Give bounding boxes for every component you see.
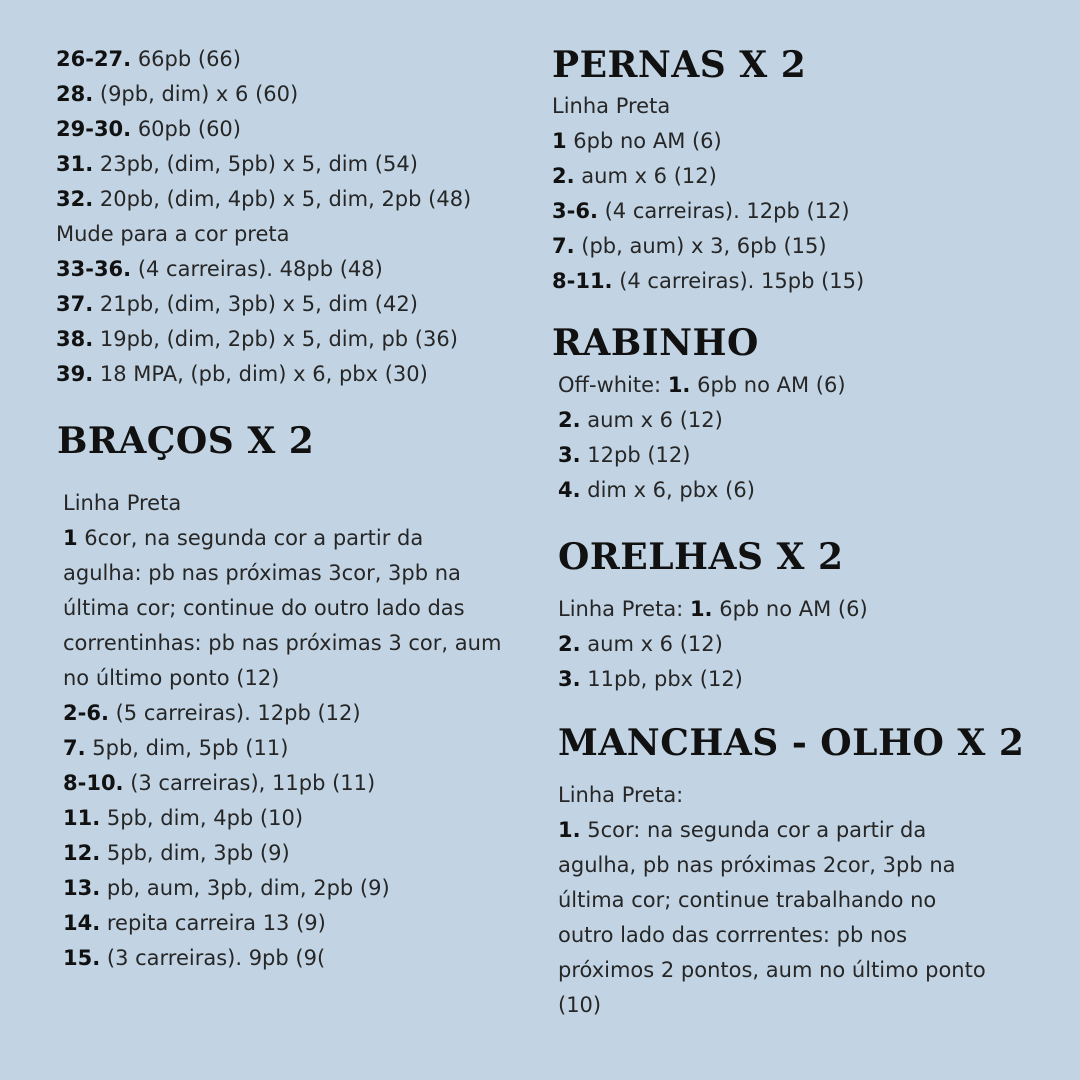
instruction-row: 31. 23pb, (dim, 5pb) x 5, dim (54) bbox=[56, 152, 418, 176]
instruction-row: 3. 11pb, pbx (12) bbox=[558, 667, 743, 691]
instruction-row: 1 6pb no AM (6) bbox=[552, 129, 722, 153]
instruction-row: 33-36. (4 carreiras). 48pb (48) bbox=[56, 257, 383, 281]
instruction-row: 7. (pb, aum) x 3, 6pb (15) bbox=[552, 234, 827, 258]
instruction-row: 2. aum x 6 (12) bbox=[558, 408, 723, 432]
instruction-row: 3-6. (4 carreiras). 12pb (12) bbox=[552, 199, 850, 223]
instruction-row: 4. dim x 6, pbx (6) bbox=[558, 478, 755, 502]
instruction-row: 14. repita carreira 13 (9) bbox=[63, 911, 326, 935]
instruction-row: 26-27. 66pb (66) bbox=[56, 47, 241, 71]
instruction-row: 3. 12pb (12) bbox=[558, 443, 691, 467]
instruction-row: 37. 21pb, (dim, 3pb) x 5, dim (42) bbox=[56, 292, 418, 316]
pernas-heading: PERNAS X 2 bbox=[552, 44, 807, 86]
instruction-row: 29-30. 60pb (60) bbox=[56, 117, 241, 141]
manchas-heading: MANCHAS - OLHO X 2 bbox=[558, 722, 1025, 764]
bracos-heading: BRAÇOS X 2 bbox=[57, 420, 315, 462]
instruction-row: 32. 20pb, (dim, 4pb) x 5, dim, 2pb (48) bbox=[56, 187, 472, 211]
instruction-row: 39. 18 MPA, (pb, dim) x 6, pbx (30) bbox=[56, 362, 428, 386]
instruction-row: 38. 19pb, (dim, 2pb) x 5, dim, pb (36) bbox=[56, 327, 458, 351]
instruction-row: 15. (3 carreiras). 9pb (9( bbox=[63, 946, 326, 970]
instruction-row: 13. pb, aum, 3pb, dim, 2pb (9) bbox=[63, 876, 390, 900]
instruction-row: 2. aum x 6 (12) bbox=[558, 632, 723, 656]
manchas-step-1: 1. 5cor: na segunda cor a partir da agulha, pb nas próximas 2cor, 3pb na última cor; continue trabalhando no outro lado das corrrentes: pb nos próximos 2 pontos, aum no último ponto (10) bbox=[558, 818, 986, 1017]
instruction-row: 11. 5pb, dim, 4pb (10) bbox=[63, 806, 304, 830]
manchas-intro: Linha Preta: bbox=[558, 783, 684, 807]
instruction-row: 8-10. (3 carreiras), 11pb (11) bbox=[63, 771, 376, 795]
instruction-row: Off-white: 1. 6pb no AM (6) bbox=[558, 373, 846, 397]
instruction-row: 12. 5pb, dim, 3pb (9) bbox=[63, 841, 290, 865]
instruction-row: 28. (9pb, dim) x 6 (60) bbox=[56, 82, 299, 106]
instruction-row: 2-6. (5 carreiras). 12pb (12) bbox=[63, 701, 361, 725]
rabinho-heading: RABINHO bbox=[552, 322, 759, 364]
instruction-row: 8-11. (4 carreiras). 15pb (15) bbox=[552, 269, 865, 293]
instruction-row: 2. aum x 6 (12) bbox=[552, 164, 717, 188]
bracos-step-1: 1 6cor, na segunda cor a partir da agulha: pb nas próximas 3cor, 3pb na última cor; continue do outro lado das correntinhas: pb nas próximas 3 cor, aum no último ponto (12) bbox=[63, 526, 502, 690]
bracos-intro: Linha Preta bbox=[63, 491, 182, 515]
instruction-row: 7. 5pb, dim, 5pb (11) bbox=[63, 736, 289, 760]
orelhas-heading: ORELHAS X 2 bbox=[558, 536, 844, 578]
pernas-intro: Linha Preta bbox=[552, 94, 671, 118]
instruction-note: Mude para a cor preta bbox=[56, 222, 290, 246]
instruction-row: Linha Preta: 1. 6pb no AM (6) bbox=[558, 597, 868, 621]
